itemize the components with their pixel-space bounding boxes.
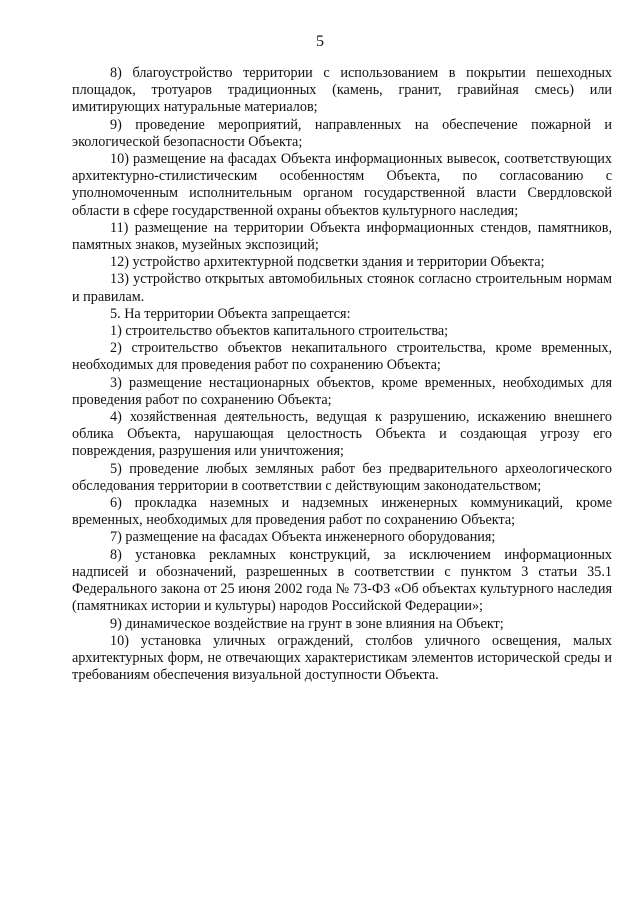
prohibition-7: 7) размещение на фасадах Объекта инженерного оборудования; xyxy=(110,529,496,546)
page-number: 5 xyxy=(316,33,324,50)
paragraph-10-signage: 10) размещение на фасадах Объекта информационных вывесок, соответствующих архитектурно-стилистическим особенностям Объекта, по согласованию с уполномоченным исполнительным органом государственной власти Свердловской области в сфере государственной охраны объектов культурного наследия; xyxy=(72,151,612,219)
prohibition-8: 8) установка рекламных конструкций, за исключением информационных надписей и обозначений, разрешенных в соответствии с пунктом 3 статьи 35.1 Федерального закона от 25 июня 2002 года № 73-ФЗ «Об объектах культурного наследия (памятниках истории и культуры) народов Российской Федерации»; xyxy=(72,546,612,615)
paragraph-11-stands: 11) размещение на территории Объекта информационных стендов, памятников, памятных знаков, музейных экспозиций; xyxy=(72,219,612,254)
section-5-heading: 5. На территории Объекта запрещается: xyxy=(110,305,351,322)
prohibition-6: 6) прокладка наземных и надземных инженерных коммуникаций, кроме временных, необходимых для проведения работ по сохранению Объекта; xyxy=(72,495,612,529)
paragraph-8-landscaping: 8) благоустройство территории с использованием в покрытии пешеходных площадок, тротуаров традиционных (камень, гранит, гравийная смесь) или имитирующих натуральные материалов; xyxy=(72,65,612,116)
prohibition-9: 9) динамическое воздействие на грунт в зоне влияния на Объект; xyxy=(110,615,504,632)
paragraph-12-lighting: 12) устройство архитектурной подсветки здания и территории Объекта; xyxy=(110,254,545,271)
document-body xyxy=(72,65,612,684)
prohibition-5: 5) проведение любых земляных работ без предварительного археологического обследования территории в соответствии с действующим законодательством; xyxy=(72,460,612,494)
prohibition-4: 4) хозяйственная деятельность, ведущая к разрушению, искажению внешнего облика Объекта, нарушающая целостность Объекта и создающая угрозу его повреждения, разрушения или уничтожения; xyxy=(72,409,612,460)
prohibition-10: 10) установка уличных ограждений, столбов уличного освещения, малых архитектурных форм, не отвечающих характеристикам элементов исторической среды и требованиям обеспечения визуальной доступности Объекта. xyxy=(72,632,612,684)
paragraph-9-safety: 9) проведение мероприятий, направленных на обеспечение пожарной и экологической безопасности Объекта; xyxy=(72,116,612,150)
prohibition-3: 3) размещение нестационарных объектов, кроме временных, необходимых для проведения работ по сохранению Объекта; xyxy=(72,374,612,408)
paragraph-13-parking: 13) устройство открытых автомобильных стоянок согласно строительным нормам и правилам. xyxy=(72,271,612,305)
prohibition-1: 1) строительство объектов капитального строительства; xyxy=(110,323,449,340)
prohibition-2: 2) строительство объектов некапитального строительства, кроме временных, необходимых для проведения работ по сохранению Объекта; xyxy=(72,340,612,374)
